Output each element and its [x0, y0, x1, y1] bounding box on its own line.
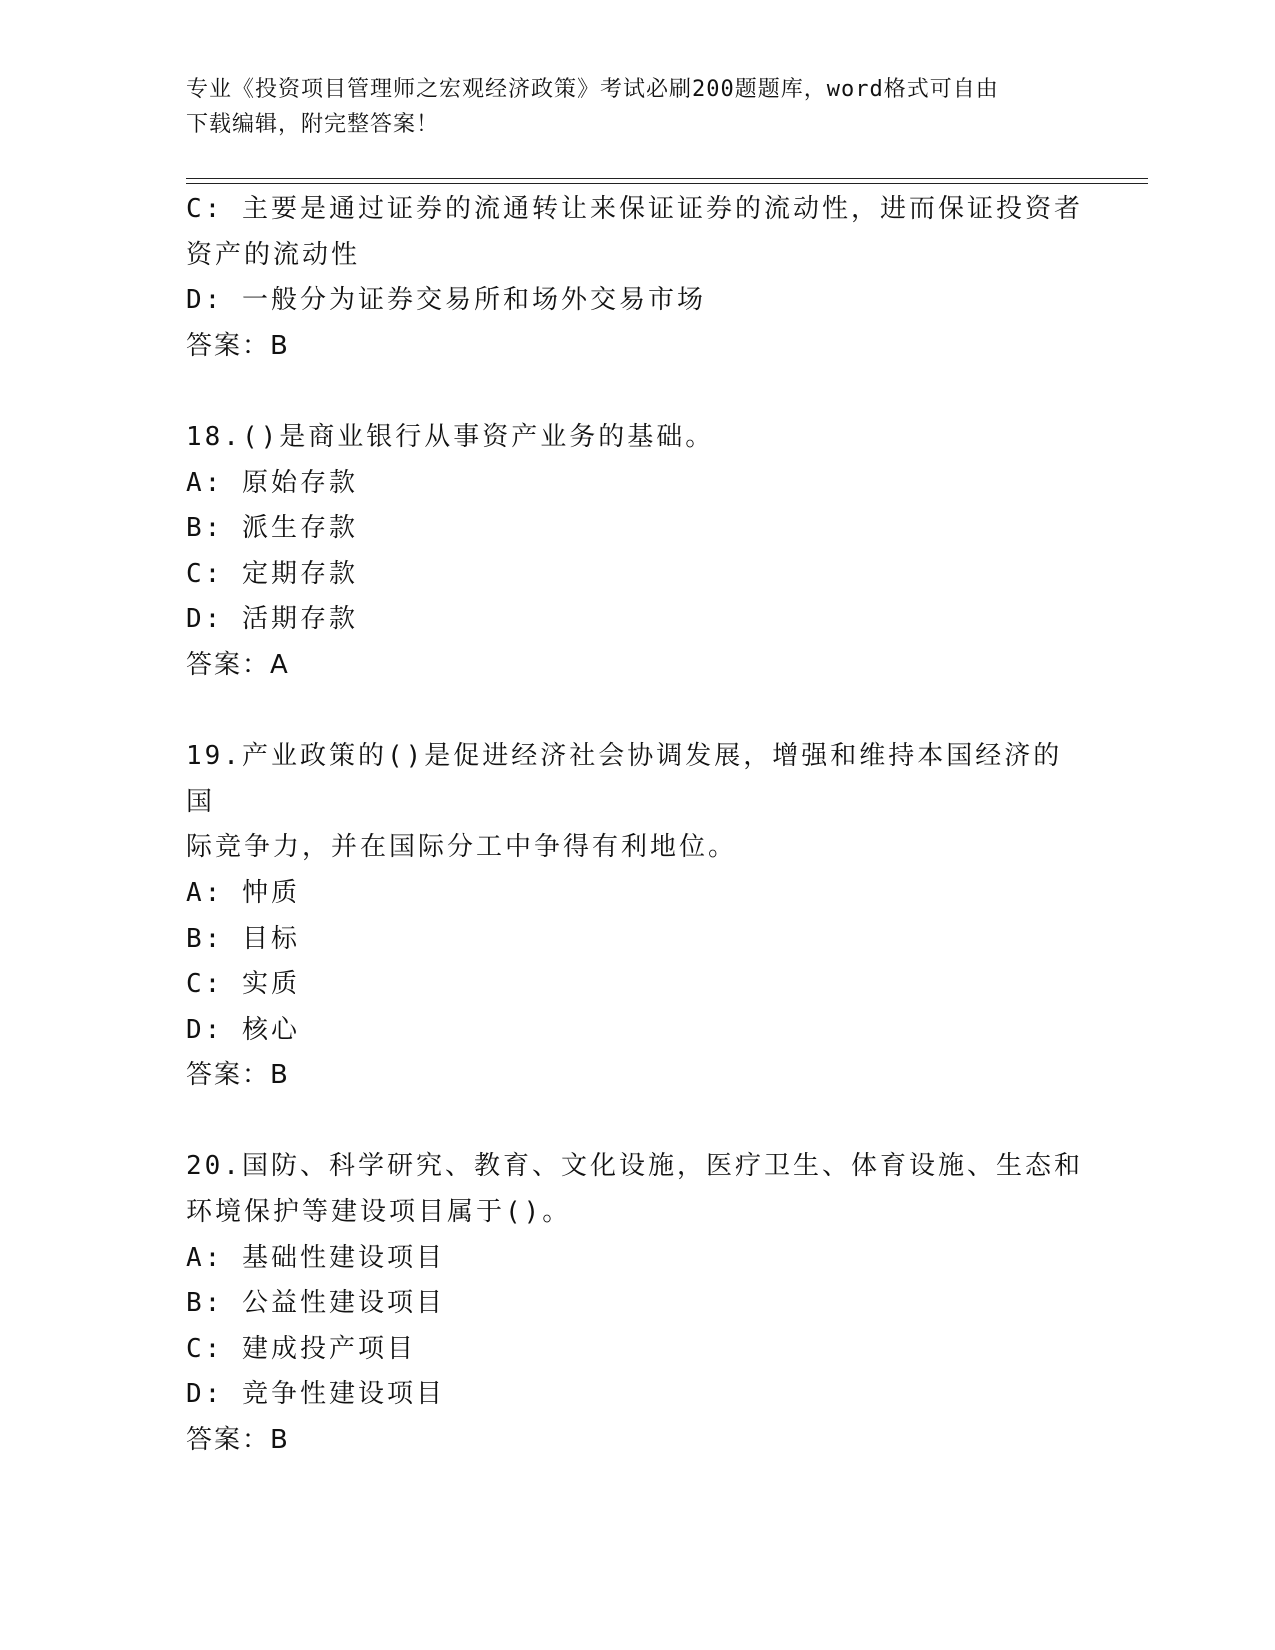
answer-line: 答案：A [186, 649, 290, 680]
document-header [186, 72, 1086, 142]
option-c: C: 定期存款 [186, 558, 358, 589]
option-b: B: 目标 [186, 923, 300, 954]
option-d: D: 竞争性建设项目 [186, 1379, 445, 1410]
answer-line: 答案：B [186, 1425, 290, 1456]
question-stem-continued: 环境保护等建设项目属于()。 [186, 1197, 572, 1228]
option-c: C: 实质 [186, 969, 300, 1000]
option-c: C: 建成投产项目 [186, 1333, 416, 1364]
question-19 [186, 734, 1086, 1099]
header-divider-bottom [186, 183, 1148, 184]
header-line-1: 专业《投资项目管理师之宏观经济政策》考试必刷200题题库，word格式可自由 [186, 77, 999, 102]
option-d: D: 核心 [186, 1014, 300, 1045]
question-17-tail [186, 187, 1086, 369]
question-stem-continued: 际竞争力，并在国际分工中争得有利地位。 [186, 832, 738, 863]
option-d: D: 一般分为证券交易所和场外交易市场 [186, 285, 706, 316]
answer-line: 答案：B [186, 1060, 290, 1091]
header-divider-top [186, 178, 1148, 179]
answer-line: 答案：B [186, 330, 290, 361]
option-c: C: 主要是通过证券的流通转让来保证证券的流动性，进而保证投资者 [186, 194, 1083, 224]
spacer [186, 689, 1086, 735]
spacer [186, 369, 1086, 415]
spacer [186, 1099, 1086, 1145]
option-a: A: 忡质 [186, 877, 300, 908]
question-stem: 18.()是商业银行从事资产业务的基础。 [186, 421, 715, 452]
option-b: B: 派生存款 [186, 513, 358, 544]
option-b: B: 公益性建设项目 [186, 1288, 445, 1319]
option-c-continued: 资产的流动性 [186, 239, 361, 270]
question-18 [186, 415, 1086, 689]
question-20 [186, 1144, 1086, 1463]
question-list [186, 187, 1086, 1464]
option-a: A: 基础性建设项目 [186, 1242, 445, 1273]
option-d: D: 活期存款 [186, 604, 358, 635]
question-stem: 19.产业政策的()是促进经济社会协调发展，增强和维持本国经济的国 [186, 741, 1063, 817]
option-a: A: 原始存款 [186, 467, 358, 498]
question-stem: 20.国防、科学研究、教育、文化设施，医疗卫生、体育设施、生态和 [186, 1151, 1083, 1182]
header-line-2: 下载编辑，附完整答案！ [186, 112, 440, 137]
